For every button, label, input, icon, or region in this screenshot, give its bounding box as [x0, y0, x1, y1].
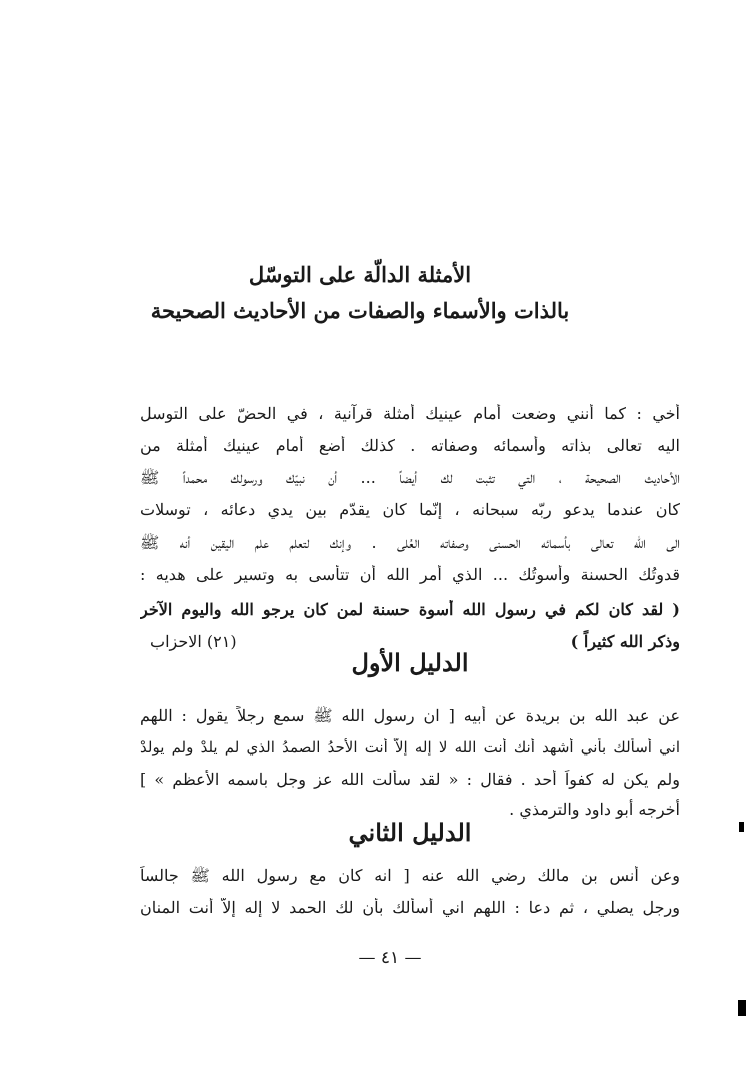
proof-2-title: الدليل الثاني — [348, 818, 472, 847]
intro-line-5: الى الله تعالى بأسمائه الحسنى وصفاته العُلى . وإنك لتعلم علم اليقين أنه ﷺ — [140, 533, 680, 552]
intro-line-6: قدوتُك الحسنة وأسوتُك ... الذي أمر الله أن تتأسى به وتسير على هديه : — [140, 565, 680, 584]
proof-1-title: الدليل الأول — [351, 648, 469, 677]
page-number: — ٤١ — — [358, 948, 422, 968]
intro-line-3: الأحاديث الصحيحة ، التي تثبت لك أيضاً ... أن نبيّك ورسولك محمداً ﷺ — [140, 468, 680, 487]
chapter-heading-line-2: بالذات والأسماء والصفات من الأحاديث الصحيحة — [150, 298, 570, 323]
quran-quote-line-2: وذكر الله كثيراً ) — [570, 632, 680, 651]
intro-line-1: أخي : كما أنني وضعت أمام عينيك أمثلة قرآنية ، في الحضّ على التوسل — [140, 404, 680, 423]
intro-line-2: اليه تعالى بذاته وأسمائه وصفاته . كذلك أضع أمام عينيك أمثلة من — [140, 436, 680, 455]
proof-1-line-3: ولم يكن له كفواً أحد . فقال : « لقد سألت الله عز وجل باسمه الأعظم » ] — [140, 770, 680, 789]
proof-1-line-1: عن عبد الله بن بريدة عن أبيه [ ان رسول الله ﷺ سمع رجلاً يقول : اللهم — [140, 706, 680, 725]
proof-1-source: أخرجه أبو داود والترمذي . — [509, 800, 680, 819]
proof-1-line-2: اني أسألك بأني أشهد أنك أنت الله لا إله إلاّ أنت الأحدُ الصمدُ الذي لم يلدْ ولم يولدْ — [140, 738, 680, 756]
quran-reference: (٢١) الاحزاب — [150, 632, 237, 651]
scan-speck — [739, 822, 744, 832]
quran-quote-line-1: ( لقد كان لكم في رسول الله أسوة حسنة لمن كان يرجو الله واليوم الآخر — [140, 600, 680, 619]
proof-2-line-2: ورجل يصلي ، ثم دعا : اللهم اني أسألك بأن لك الحمد لا إله إلاّ أنت المنان — [140, 898, 680, 917]
scan-edge-mark — [738, 1000, 746, 1016]
chapter-heading-line-1: الأمثلة الدالّة على التوسّل — [248, 262, 472, 287]
proof-2-line-1: وعن أنس بن مالك رضي الله عنه [ انه كان مع رسول الله ﷺ جالساً — [140, 866, 680, 885]
intro-line-4: كان عندما يدعو ربّه سبحانه ، إنّما كان يقدّم بين يدي دعائه ، توسلات — [140, 500, 680, 519]
